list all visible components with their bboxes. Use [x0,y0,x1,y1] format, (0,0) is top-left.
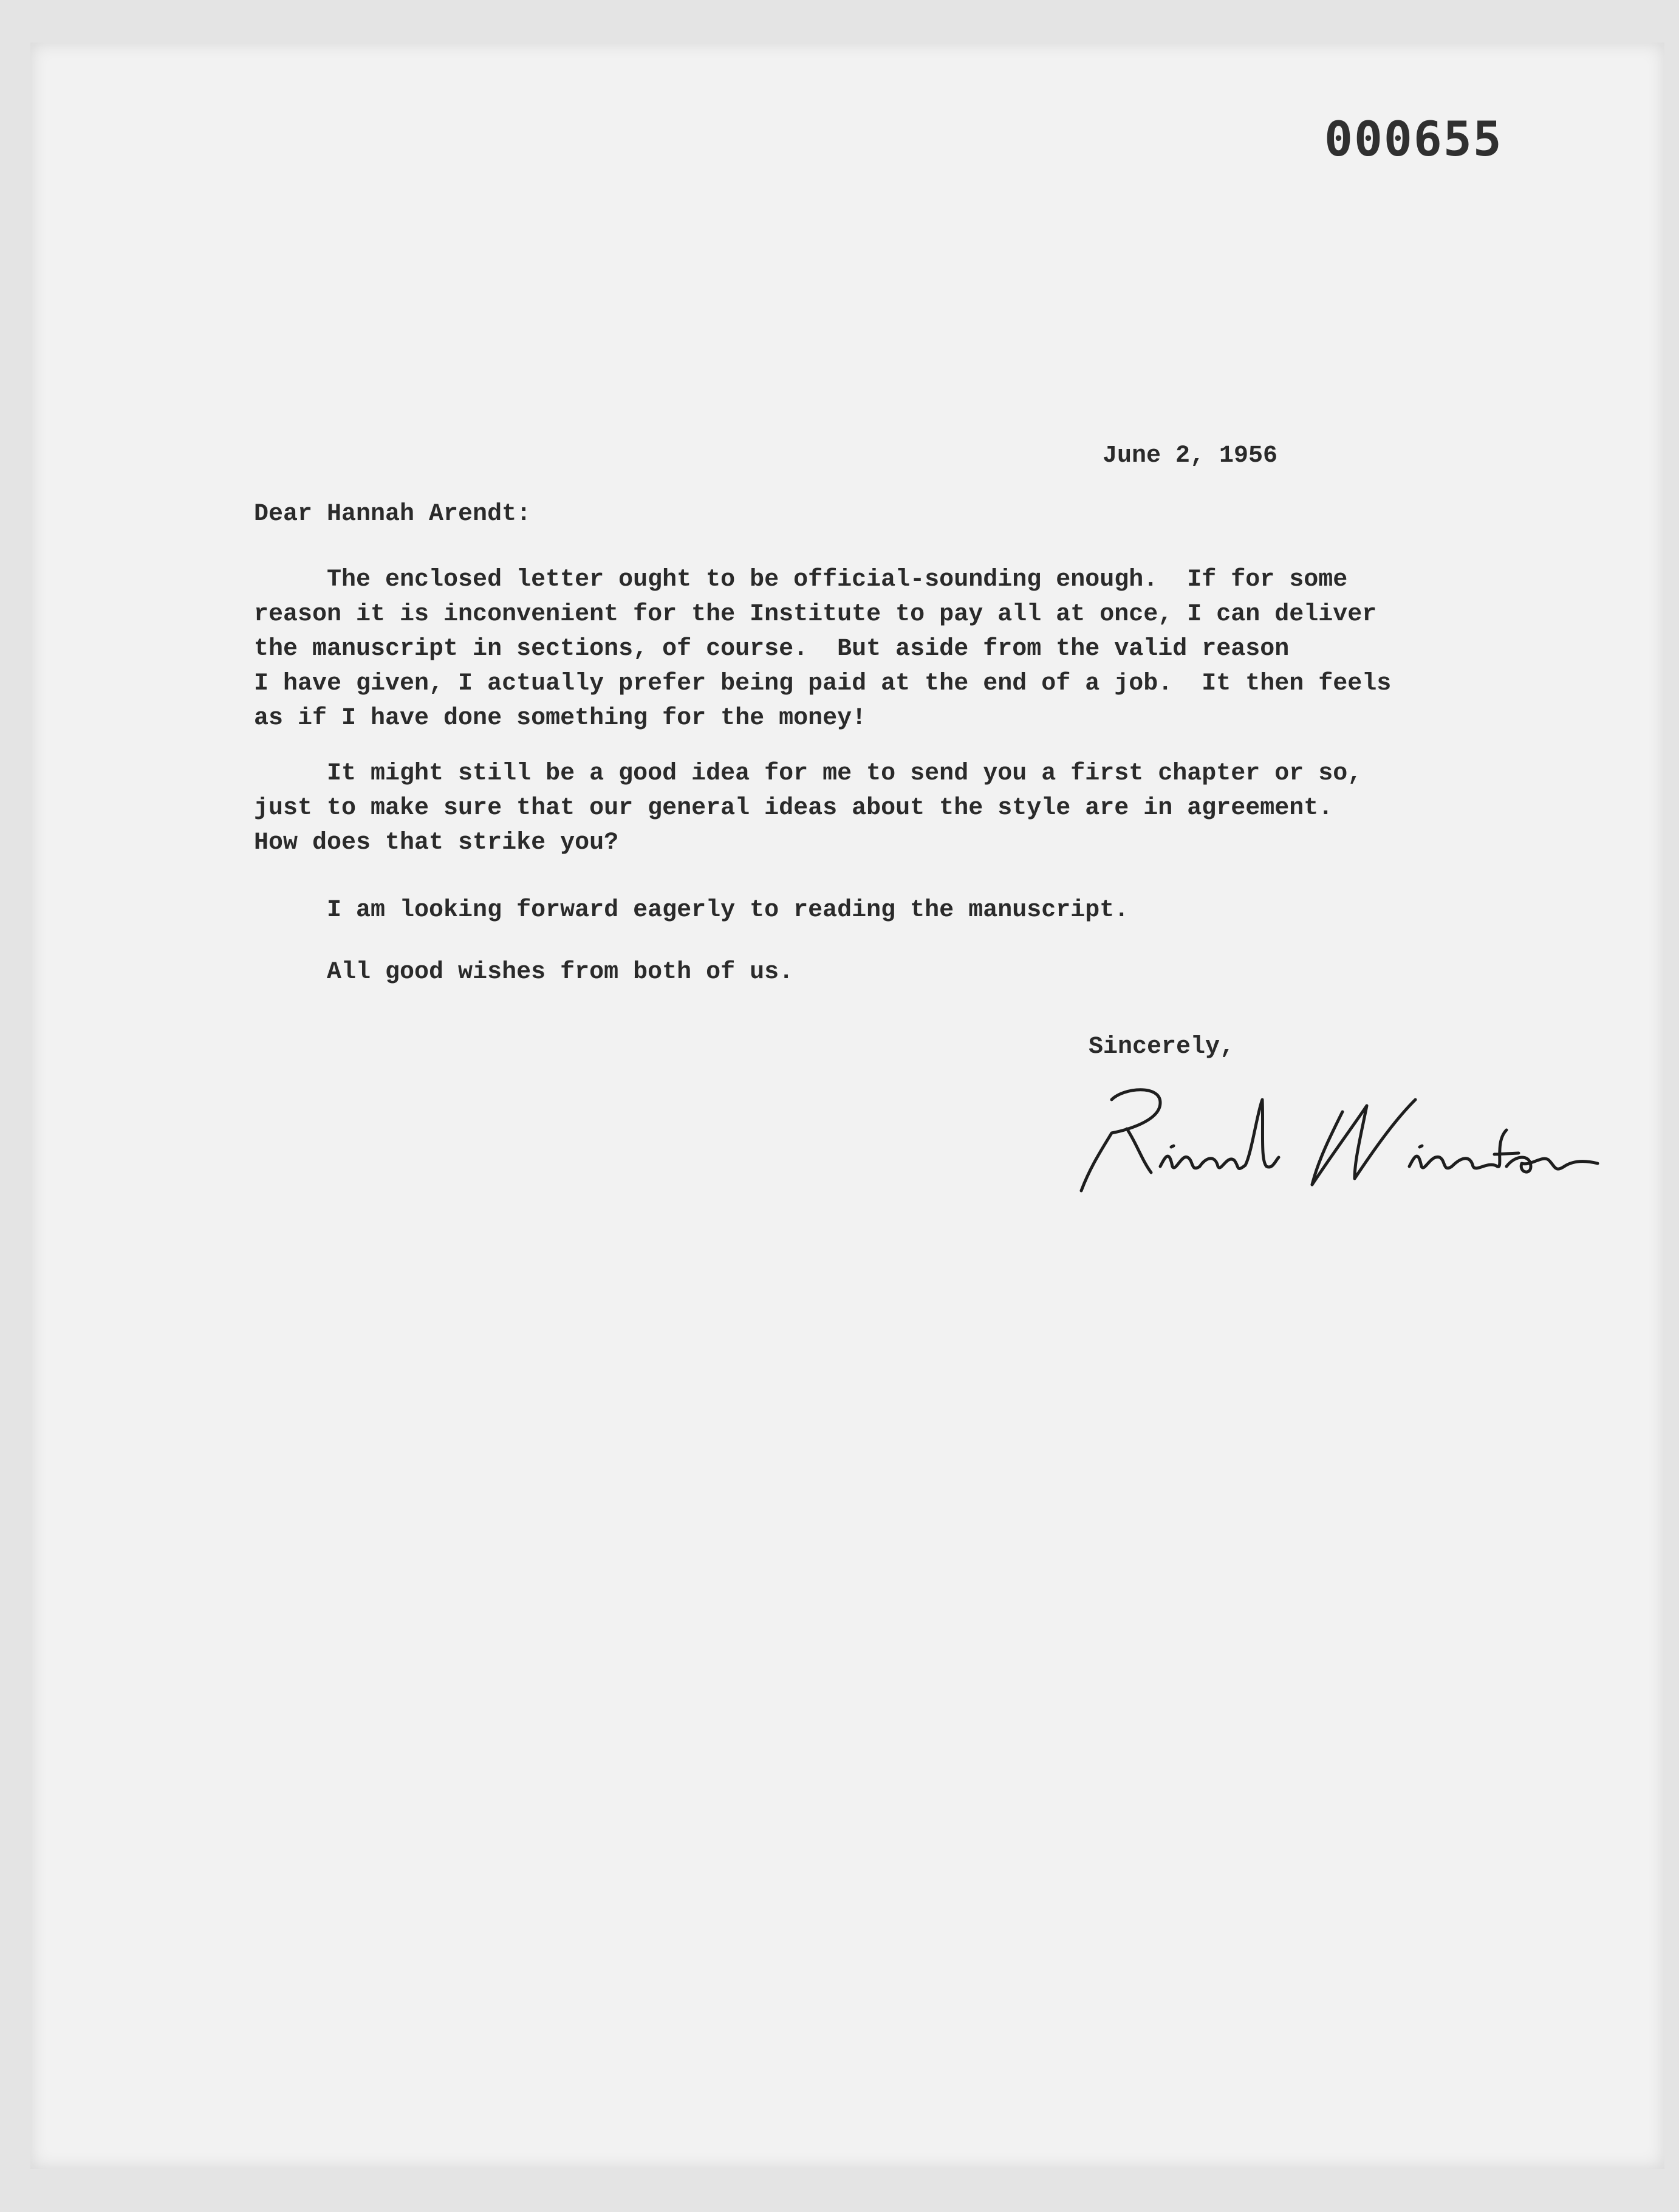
letter-salutation: Dear Hannah Arendt: [254,501,532,528]
archive-stamp-number: 000655 [1324,112,1503,167]
handwritten-signature [1069,1075,1616,1209]
letter-closing: Sincerely, [1089,1033,1235,1061]
letter-paragraph-1: The enclosed letter ought to be official-sounding enough. If for some reason it is inconvenient for the Institute to pay all at once, I can deliver the manuscript in sections, of course. But aside from the valid reason I have given, I actually prefer being paid at the end of a job. It then feels as if I have done something for the money! [254,566,1392,732]
letter-paragraph-4: All good wishes from both of us. [254,959,794,986]
letter-date: June 2, 1956 [1103,442,1278,470]
letter-paragraph-2: It might still be a good idea for me to send you a first chapter or so, just to make sure that our general ideas about the style are in agreement. How does that strike you? [254,760,1363,857]
letter-paragraph-3: I am looking forward eagerly to reading the manuscript. [254,897,1129,924]
